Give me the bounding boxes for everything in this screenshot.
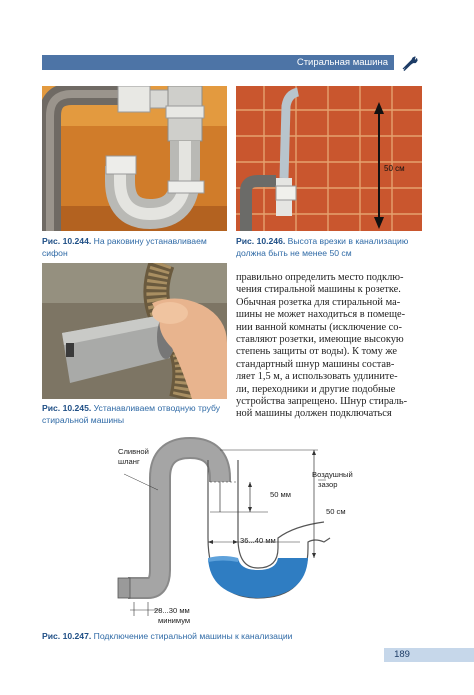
caption-number: Рис. 10.247. [42, 631, 92, 641]
body-line: ной машины должен подключаться [236, 408, 392, 420]
body-line: ли, переходники и другие подобные [236, 383, 396, 395]
body-line: стандартный шнур машины состав- [236, 358, 395, 370]
caption-line: Высота врезки в канализацию [287, 236, 409, 246]
label-minimum: минимум [158, 616, 191, 625]
body-line: ляет 1,5 м, а использовать удлините- [236, 371, 398, 383]
body-line: ставляют розетки, имеющие высокую [236, 334, 404, 346]
caption-number: Рис. 10.245. [42, 403, 92, 413]
body-line: чения стиральной машины к розетке. [236, 284, 401, 296]
dim-50cm-photo: 50 см [384, 164, 405, 173]
caption-fig-247 [42, 630, 342, 642]
body-line: нии ванной комнаты (исключение со- [236, 321, 402, 333]
diagram-washer-drain [100, 430, 390, 630]
label-28-30mm: 28...30 мм [154, 606, 190, 615]
body-line: шины не может находиться в помеще- [236, 309, 406, 321]
label-air-gap-2: зазор [318, 480, 338, 489]
caption-fig-246 [236, 235, 424, 259]
caption-line: Устанавливаем отводную трубу [93, 403, 220, 413]
body-paragraph [236, 272, 408, 421]
label-drain-hose-1: Сливной [118, 447, 149, 456]
body-line: Обычная розетка для стиральной ма- [236, 296, 401, 308]
body-line: устройства запрещено. Шнур стираль- [236, 396, 408, 408]
label-air-gap-1: Воздушный [312, 470, 353, 479]
body-line: степень защиты от воды). К тому же [236, 346, 398, 358]
caption-number: Рис. 10.244. [42, 236, 92, 246]
caption-line: Подключение стиральной машины к канализации [93, 631, 293, 641]
caption-fig-245 [42, 402, 230, 426]
photo-tiles [236, 86, 422, 231]
photo-drain-pipe [42, 263, 227, 399]
label-50cm: 50 см [326, 507, 346, 516]
wrench-icon [400, 54, 418, 72]
section-title: Стиральная машина [296, 57, 388, 68]
photo-siphon [42, 86, 227, 231]
caption-line: На раковину устанавливаем сифон [42, 236, 207, 258]
label-50mm: 50 мм [270, 490, 291, 499]
caption-line: стиральной машины [42, 415, 125, 425]
page-number: 189 [394, 649, 410, 660]
body-line: правильно определить место подклю- [236, 272, 404, 283]
caption-line: должна быть не менее 50 см [236, 248, 352, 258]
caption-number: Рис. 10.246. [236, 236, 286, 246]
label-36-40mm: 36...40 мм [240, 536, 276, 545]
label-drain-hose-2: шланг [118, 457, 140, 466]
